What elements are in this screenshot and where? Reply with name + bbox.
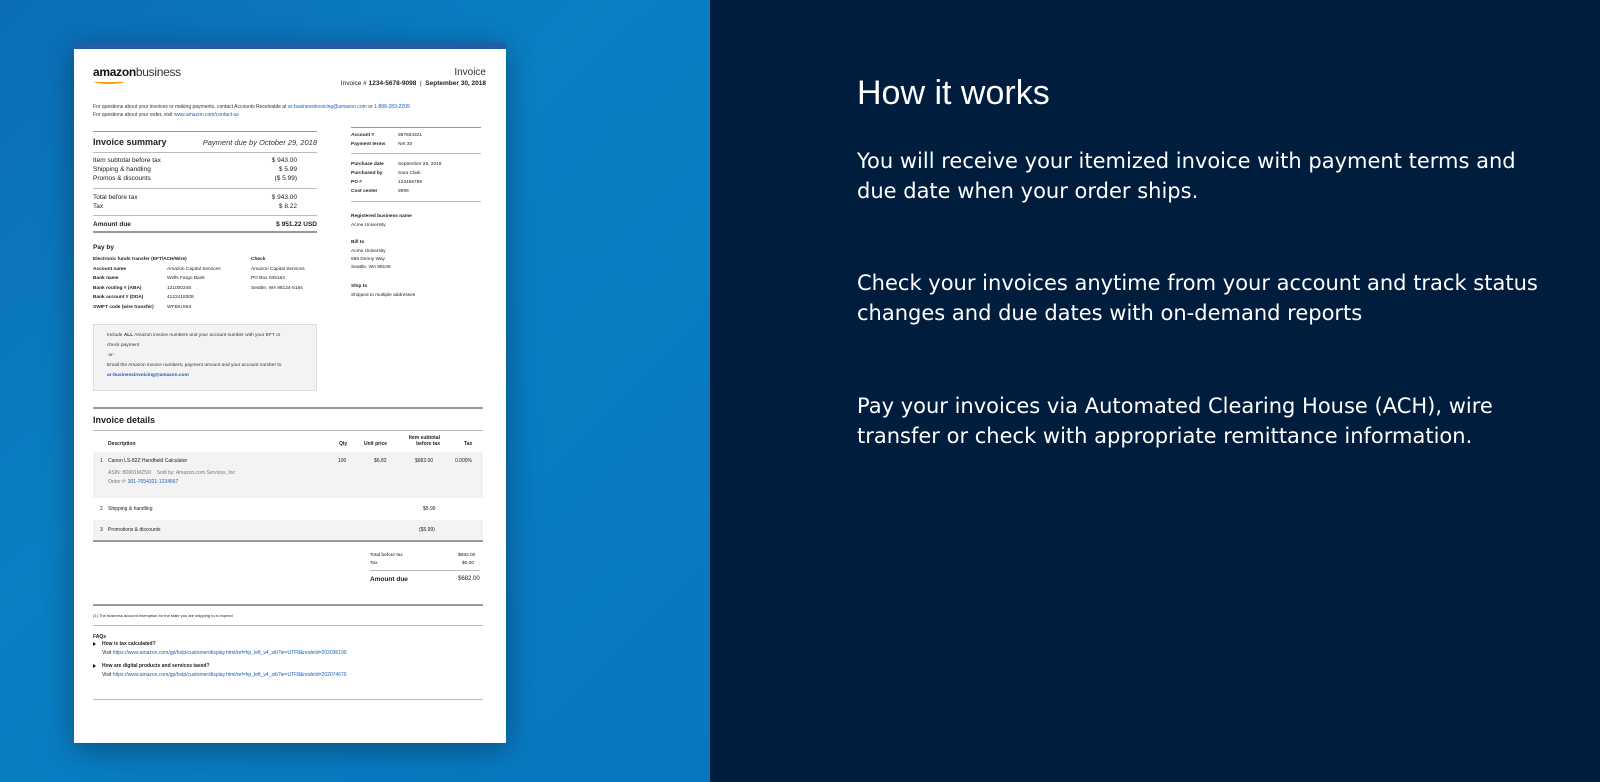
ship-to-value: Shipped to multiple addresses (351, 293, 416, 298)
eft-row: SWIFT code (wire transfer) WFBIUS6S (93, 305, 192, 310)
amount-due-row: Amount due $ 951.22 USD (93, 221, 317, 228)
total-before-tax-value: $682.00 (458, 553, 476, 558)
payment-terms: Payment terms Net 30 (351, 142, 413, 147)
eft-row: Bank routing # (ABA) 121000248 (93, 286, 192, 291)
feature-paragraph: Check your invoices anytime from your account and track status changes and due dates with on-demand reports (857, 271, 1538, 325)
eft-row: Bank account # (DDA) 4122418308 (93, 295, 194, 300)
total-amount-due-label: Amount due (370, 576, 408, 583)
registered-label: Registered business name (351, 214, 412, 219)
faqs-title: FAQs (93, 634, 107, 640)
invoice-summary-title: Invoice summary (93, 137, 167, 147)
col-description: Description (108, 441, 136, 447)
faq-link[interactable]: https://www.amazon.com/gp/help/customer/display.html/ref=hp_left_v4_sib?ie=UTF8&nodeId=202036190 (112, 650, 347, 656)
divider (351, 201, 481, 202)
disclosure-triangle-icon[interactable] (93, 664, 96, 668)
summary-row: Promos & discounts ($ 5.99) (93, 175, 297, 182)
registered-value: Acme University (351, 223, 386, 228)
account-number: Account # 987654321 (351, 133, 423, 138)
invoice-number: Invoice # 1234-5678-9098 | September 30, 2018 (340, 80, 486, 87)
divider (370, 570, 480, 571)
invoice-preview (74, 42, 506, 743)
faq-question[interactable]: How is tax calculated? (93, 641, 156, 647)
divider (93, 152, 317, 153)
divider (93, 215, 317, 216)
divider (93, 699, 483, 700)
divider (93, 604, 483, 606)
divider (93, 231, 317, 233)
divider (93, 188, 317, 189)
purchase-info: Purchased by Sara Clark (351, 171, 421, 176)
divider (93, 540, 483, 542)
contact-line-1: For questions about your invoices or making payments, contact Accounts Receivable at ar-businessinvoicing@amazon.com or 1-888-283-2209 (93, 104, 410, 110)
payment-due: Payment due by October 29, 2018 (202, 138, 317, 147)
pay-by-title: Pay by (93, 244, 114, 251)
bill-to-label: Bill to (351, 240, 365, 245)
eft-row: Account name Amazon Capital Services (93, 267, 221, 272)
disclosure-triangle-icon[interactable] (93, 642, 96, 646)
how-it-works-heading: How it works (857, 74, 1050, 112)
eft-row: Bank name Wells Fargo Bank (93, 276, 205, 281)
faq-answer: Visit https://www.amazon.com/gp/help/customer/display.html/ref=hp_left_v4_sib?ie=UTF8&nodeId=202074670 (102, 672, 347, 678)
col-subtotal: Item subtotal before tax (408, 435, 440, 447)
divider (351, 153, 481, 154)
logo-smile-icon (94, 79, 124, 84)
divider (93, 430, 483, 431)
contact-line-2: For questions about your order, visit www.amazon.com/contact-us (93, 112, 239, 118)
divider (93, 407, 483, 409)
purchase-info: Purchase date September 28, 2018 (351, 162, 442, 167)
total-tax-value: $0.00 (462, 561, 475, 566)
faq-question[interactable]: How are digital products and services taxed? (93, 663, 210, 669)
divider (93, 625, 483, 626)
total-row: Tax $ 8.22 (93, 203, 297, 210)
faq-link[interactable]: https://www.amazon.com/gp/help/customer/display.html/ref=hp_left_v4_sib?ie=UTF8&nodeId=202074670 (112, 672, 347, 678)
ship-to-label: Ship to (351, 284, 368, 289)
divider (93, 131, 317, 132)
summary-row: Item subtotal before tax $ 943.00 (93, 157, 297, 164)
total-row: Total before tax $ 943.00 (93, 194, 297, 201)
total-tax-label: Tax (370, 561, 378, 566)
total-amount-due-value: $682.00 (458, 576, 480, 582)
footnote: (1) The business account exemption for the state you are shipping to is expired (93, 613, 233, 618)
purchase-info: Cost center 9999 (351, 189, 409, 194)
check-title: Check (251, 257, 266, 262)
col-qty: Qty (339, 441, 348, 447)
purchase-info: PO # 123456789 (351, 180, 423, 185)
payment-note-box: Include ALL Amazon invoice numbers and your account number with your EFT or check payment -or- Email the Amazon invoice numbers, payment amount and your account number to ar-businessinvoicing@amazon.com (93, 324, 317, 391)
invoice-title: Invoice (454, 67, 486, 78)
col-unit-price: Unit price (364, 441, 388, 447)
amazon-business-logo: amazonbusiness (93, 65, 181, 79)
col-tax: Tax (464, 441, 473, 447)
bill-to-line: Acme University (351, 249, 386, 254)
feature-paragraph: Pay your invoices via Automated Clearing House (ACH), wire transfer or check with appropriate remittance information. (857, 394, 1493, 448)
check-line: Amazon Capital Services (251, 267, 305, 272)
check-line: Seattle, WA 98124-5184 (251, 286, 303, 291)
feature-paragraph: You will receive your itemized invoice with payment terms and due date when your order ships. (857, 149, 1516, 203)
table-row: 1 Canon LS-82Z Handheld Calculator 100 $6.82 $682.00 0.000% ASIN: B0001MZ59I Sold by: Amazon.com Services, Inc Order #: 301-7654321-1234567 (93, 452, 483, 498)
check-line: PO Box 035184 (251, 276, 285, 281)
faq-answer: Visit https://www.amazon.com/gp/help/customer/display.html/ref=hp_left_v4_sib?ie=UTF8&nodeId=202036190 (102, 650, 347, 656)
table-row: 2 Shipping & handling $5.99 (100, 506, 436, 512)
divider (351, 127, 481, 128)
invoice-details-title: Invoice details (93, 415, 156, 425)
bill-to-line: Seattle, WA 98109 (351, 265, 391, 270)
bill-to-line: 555 Denny Way (351, 257, 385, 262)
table-row: 3 Promotions & discounts ($5.99) (93, 520, 483, 540)
summary-row: Shipping & handling $ 5.99 (93, 166, 297, 173)
total-before-tax-label: Total before tax (370, 553, 403, 558)
note-email-link[interactable]: ar-businessinvoicing@amazon.com (107, 373, 189, 378)
eft-title: Electronic funds transfer (EFT/ACH/Wire) (93, 257, 187, 262)
